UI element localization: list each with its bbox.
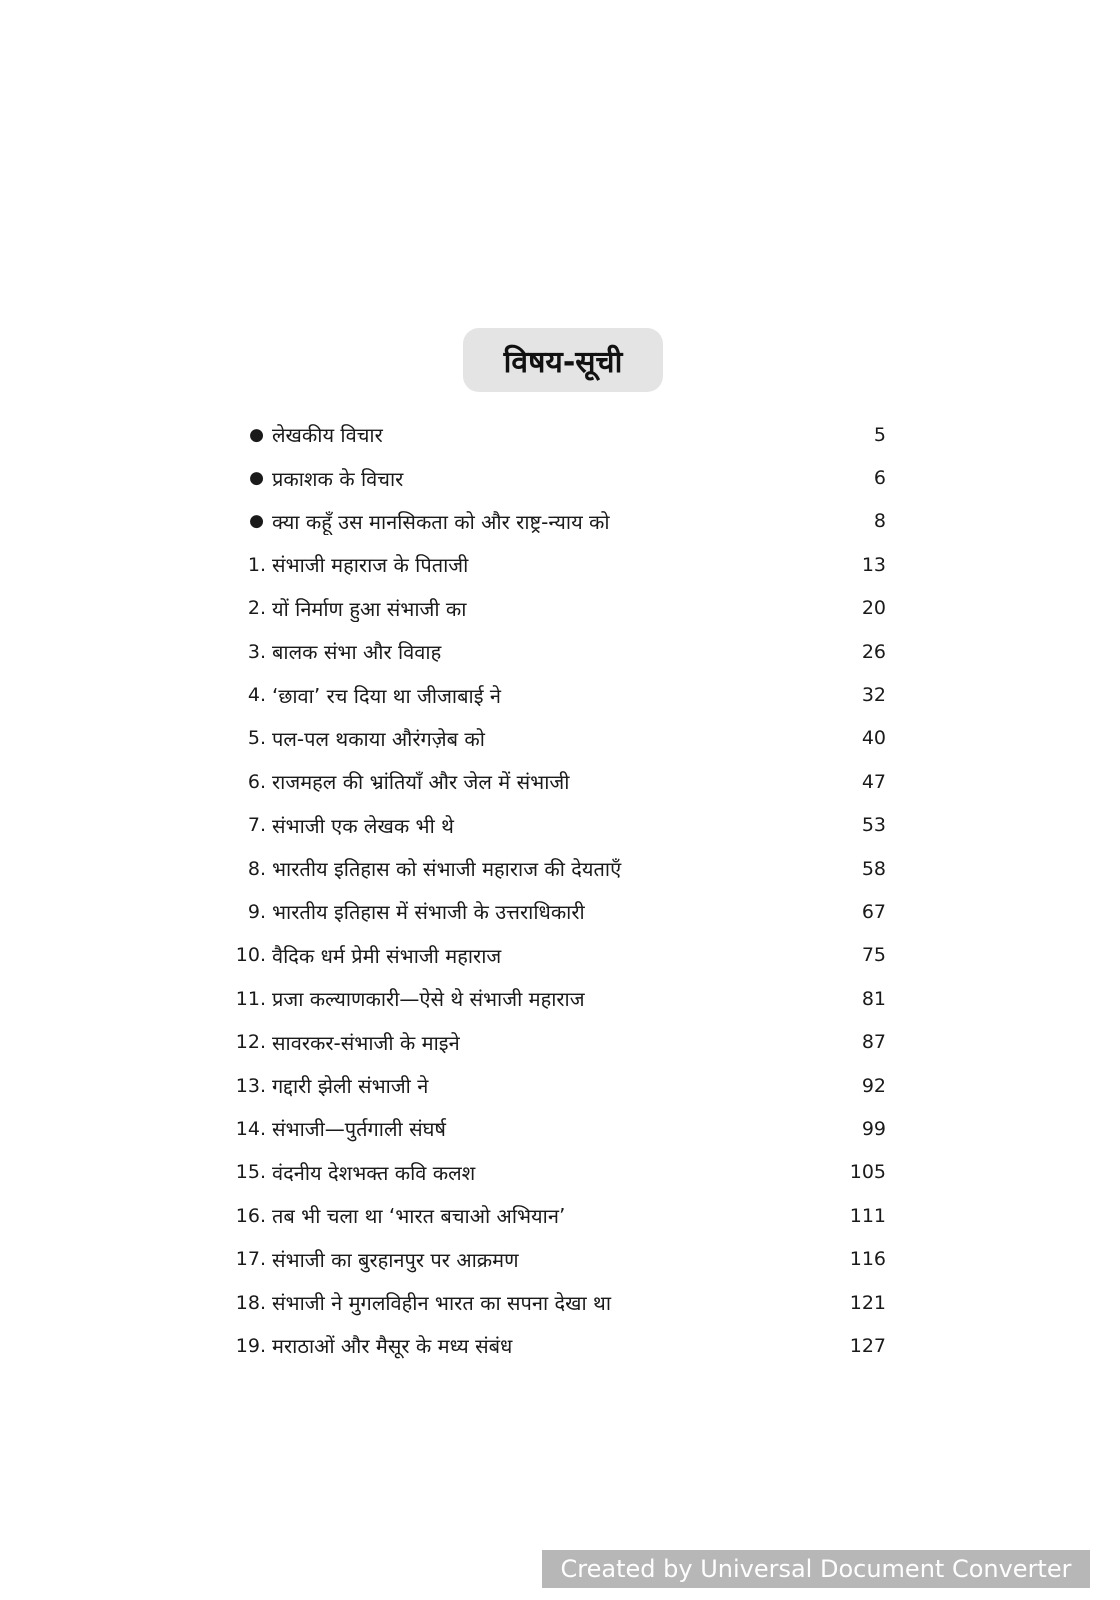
toc-entry-title: ‘छावा’ रच दिया था जीजाबाई ने <box>272 683 501 708</box>
toc-entry <box>230 1281 900 1324</box>
toc-entry-title: वंदनीय देशभक्त कवि कलश <box>272 1160 476 1185</box>
toc-entry-page: 111 <box>849 1204 886 1227</box>
toc-entry-title: राजमहल की भ्रांतियाँ और जेल में संभाजी <box>272 770 570 795</box>
chapter-number: 19. <box>235 1334 266 1357</box>
toc-entry-title: भारतीय इतिहास को संभाजी महाराज की देयताएँ <box>272 857 622 882</box>
toc-entry <box>230 890 900 933</box>
toc-entry-page: 105 <box>849 1161 886 1184</box>
toc-entry-page: 99 <box>861 1117 886 1140</box>
toc-entry-title: वैदिक धर्म प्रेमी संभाजी महाराज <box>272 943 502 968</box>
chapter-number: 11. <box>235 987 266 1010</box>
toc-entry-page: 47 <box>861 770 886 793</box>
toc-entry <box>230 543 900 586</box>
table-of-contents <box>230 413 900 1368</box>
toc-entry-title: संभाजी ने मुगलविहीन भारत का सपना देखा था <box>272 1291 612 1315</box>
toc-entry-page: 5 <box>873 423 886 446</box>
chapter-number: 16. <box>235 1204 266 1227</box>
toc-entry-title: प्रजा कल्याणकारी—ऐसे थे संभाजी महाराज <box>272 987 585 1012</box>
chapter-number: 14. <box>235 1117 266 1140</box>
chapter-number: 10. <box>235 944 266 967</box>
toc-entry <box>230 804 900 847</box>
toc-entry-title: प्रकाशक के विचार <box>272 466 404 491</box>
toc-entry-title: तब भी चला था ‘भारत बचाओ अभियान’ <box>272 1204 566 1229</box>
toc-entry <box>230 760 900 803</box>
toc-entry-page: 67 <box>861 900 886 923</box>
toc-entry-title: मराठाओं और मैसूर के मध्य संबंध <box>272 1334 513 1359</box>
toc-entry-page: 26 <box>861 640 886 663</box>
toc-entry <box>230 977 900 1020</box>
toc-entry-title: संभाजी महाराज के पिताजी <box>272 553 469 578</box>
toc-entry-page: 127 <box>849 1334 886 1357</box>
toc-entry <box>230 1237 900 1280</box>
toc-entry-page: 40 <box>861 727 886 750</box>
chapter-number: 8. <box>247 857 266 880</box>
toc-entry-page: 87 <box>861 1031 886 1054</box>
toc-entry-page: 58 <box>861 857 886 880</box>
chapter-number: 15. <box>235 1161 266 1184</box>
chapter-number: 18. <box>235 1291 266 1314</box>
toc-entry-page: 53 <box>861 814 886 837</box>
chapter-number: 6. <box>247 770 266 793</box>
toc-entry-title: क्या कहूँ उस मानसिकता को और राष्ट्र-न्याय को <box>272 509 610 534</box>
toc-entry-title: संभाजी एक लेखक भी थे <box>272 813 454 838</box>
toc-entry-page: 6 <box>873 467 886 490</box>
toc-entry-page: 32 <box>861 684 886 707</box>
toc-entry-title: पल-पल थकाया औरंगज़ेब को <box>272 726 485 751</box>
toc-entry-page: 121 <box>849 1291 886 1314</box>
chapter-number: 1. <box>247 553 266 576</box>
chapter-number: 5. <box>247 727 266 750</box>
toc-entry-page: 116 <box>849 1248 886 1271</box>
page-title: विषय-सूची <box>503 344 623 380</box>
chapter-number: 9. <box>247 900 266 923</box>
chapter-number: 13. <box>235 1074 266 1097</box>
toc-entry <box>230 500 900 543</box>
toc-entry <box>230 1064 900 1107</box>
toc-entry <box>230 934 900 977</box>
toc-entry <box>230 587 900 630</box>
toc-entry-title: संभाजी का बुरहानपुर पर आक्रमण <box>272 1247 519 1272</box>
toc-entry <box>230 1020 900 1063</box>
toc-entry-title: लेखकीय विचार <box>272 423 383 448</box>
toc-entry-title: भारतीय इतिहास में संभाजी के उत्तराधिकारी <box>272 900 585 925</box>
toc-entry-page: 13 <box>861 553 886 576</box>
toc-entry <box>230 1107 900 1150</box>
bullet-icon: ● <box>249 468 264 489</box>
watermark-banner <box>542 1550 1090 1588</box>
toc-entry <box>230 1194 900 1237</box>
chapter-number: 2. <box>247 597 266 620</box>
chapter-number: 4. <box>247 684 266 707</box>
toc-entry-title: बालक संभा और विवाह <box>272 640 442 665</box>
toc-entry <box>230 1151 900 1194</box>
toc-entry <box>230 413 900 456</box>
toc-entry <box>230 673 900 716</box>
toc-entry-page: 8 <box>873 510 886 533</box>
title-box <box>463 328 663 392</box>
toc-entry-title: गद्दारी झेली संभाजी ने <box>272 1074 429 1099</box>
toc-entry-title: यों निर्माण हुआ संभाजी का <box>272 596 467 621</box>
toc-entry-page: 81 <box>861 987 886 1010</box>
toc-entry <box>230 847 900 890</box>
chapter-number: 12. <box>235 1031 266 1054</box>
toc-entry-page: 20 <box>861 597 886 620</box>
watermark-text: Created by Universal Document Converter <box>560 1555 1072 1583</box>
toc-entry-page: 75 <box>861 944 886 967</box>
chapter-number: 17. <box>235 1248 266 1271</box>
bullet-icon: ● <box>249 511 264 532</box>
bullet-icon: ● <box>249 424 264 445</box>
toc-entry <box>230 456 900 499</box>
toc-entry <box>230 1324 900 1367</box>
toc-entry-title: संभाजी—पुर्तगाली संघर्ष <box>272 1117 446 1142</box>
chapter-number: 3. <box>247 640 266 663</box>
toc-entry <box>230 717 900 760</box>
chapter-number: 7. <box>247 814 266 837</box>
toc-entry-title: सावरकर-संभाजी के माइने <box>272 1030 460 1055</box>
toc-entry-page: 92 <box>861 1074 886 1097</box>
toc-entry <box>230 630 900 673</box>
